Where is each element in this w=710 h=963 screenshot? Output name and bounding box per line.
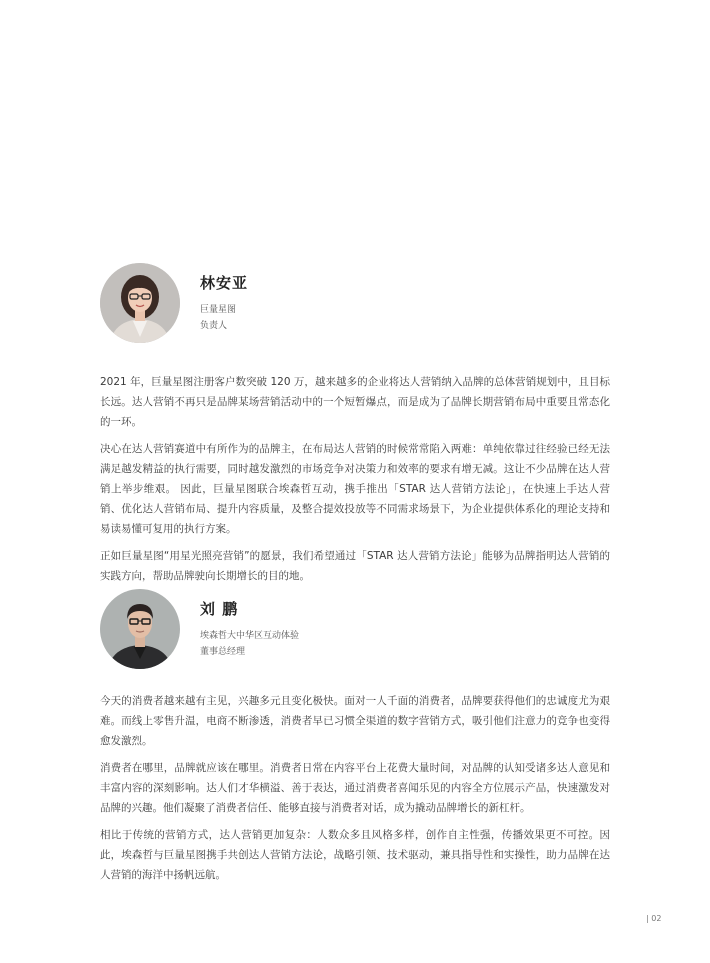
paragraph: 相比于传统的营销方式，达人营销更加复杂：人数众多且风格多样，创作自主性强，传播效果更不可控。因此，埃森哲与巨量星图携手共创达人营销方法论，战略引领、技术驱动，兼具指导性和实操性，助力品牌在达人营销的海洋中扬帆远航。 bbox=[100, 829, 610, 881]
paragraph: 决心在达人营销赛道中有所作为的品牌主，在布局达人营销的时候常常陷入两难：单纯依靠过往经验已经无法满足越发精益的执行需要，同时越发激烈的市场竞争对决策力和效率的要求有增无减。这让不少品牌在达人营销上举步维艰。 因此，巨量星图联合埃森哲互动，携手推出「STAR 达人营销方法论」，在快速上手达人营销、优化达人营销布局、提升内容质量，及整合提效投放等不同需求场景下，为企业提供体系化的理论支持和易读易懂可复用的执行方案。 bbox=[100, 443, 610, 535]
paragraph: 2021 年，巨量星图注册客户数突破 120 万，越来越多的企业将达人营销纳入品牌的总体营销规划中，且目标长远。达人营销不再只是品牌某场营销活动中的一个短暂爆点，而是成为了品牌长期营销布局中重要且常态化的一环。 bbox=[100, 376, 610, 428]
page-number: | 02 bbox=[646, 914, 662, 923]
profile-info bbox=[200, 598, 299, 660]
profile-role: 董事总经理 bbox=[200, 647, 246, 657]
profile-1-statement bbox=[100, 372, 610, 593]
paragraph: 正如巨量星图“用星光照亮营销”的愿景，我们希望通过「STAR 达人营销方法论」能够为品牌指明达人营销的实践方向，帮助品牌驶向长期增长的目的地。 bbox=[100, 550, 610, 582]
profile-role: 负责人 bbox=[200, 321, 228, 331]
profile-info bbox=[200, 272, 248, 334]
paragraph: 今天的消费者越来越有主见，兴趣多元且变化极快。面对一人千面的消费者，品牌要获得他们的忠诚度尤为艰难。而线上零售升温，电商不断渗透，消费者早已习惯全渠道的数字营销方式，吸引他们注意力的竞争也变得愈发激烈。 bbox=[100, 695, 610, 747]
profile-org: 埃森哲大中华区互动体验 bbox=[200, 631, 300, 641]
profile-name: 林安亚 bbox=[200, 274, 249, 292]
avatar-liu-peng bbox=[100, 589, 180, 669]
profile-2-statement bbox=[100, 691, 610, 892]
profile-name: 刘 鹏 bbox=[200, 600, 239, 618]
profile-org: 巨量星图 bbox=[200, 305, 237, 315]
profile-lin-anya bbox=[100, 263, 248, 343]
avatar-lin-anya bbox=[100, 263, 180, 343]
paragraph: 消费者在哪里，品牌就应该在哪里。消费者日常在内容平台上花费大量时间，对品牌的认知受诸多达人意见和丰富内容的深刻影响。达人们才华横溢、善于表达，通过消费者喜闻乐见的内容全方位展示产品，快速激发对品牌的兴趣。他们凝聚了消费者信任、能够直接与消费者对话，成为撬动品牌增长的新杠杆。 bbox=[100, 762, 610, 814]
profile-liu-peng bbox=[100, 589, 299, 669]
